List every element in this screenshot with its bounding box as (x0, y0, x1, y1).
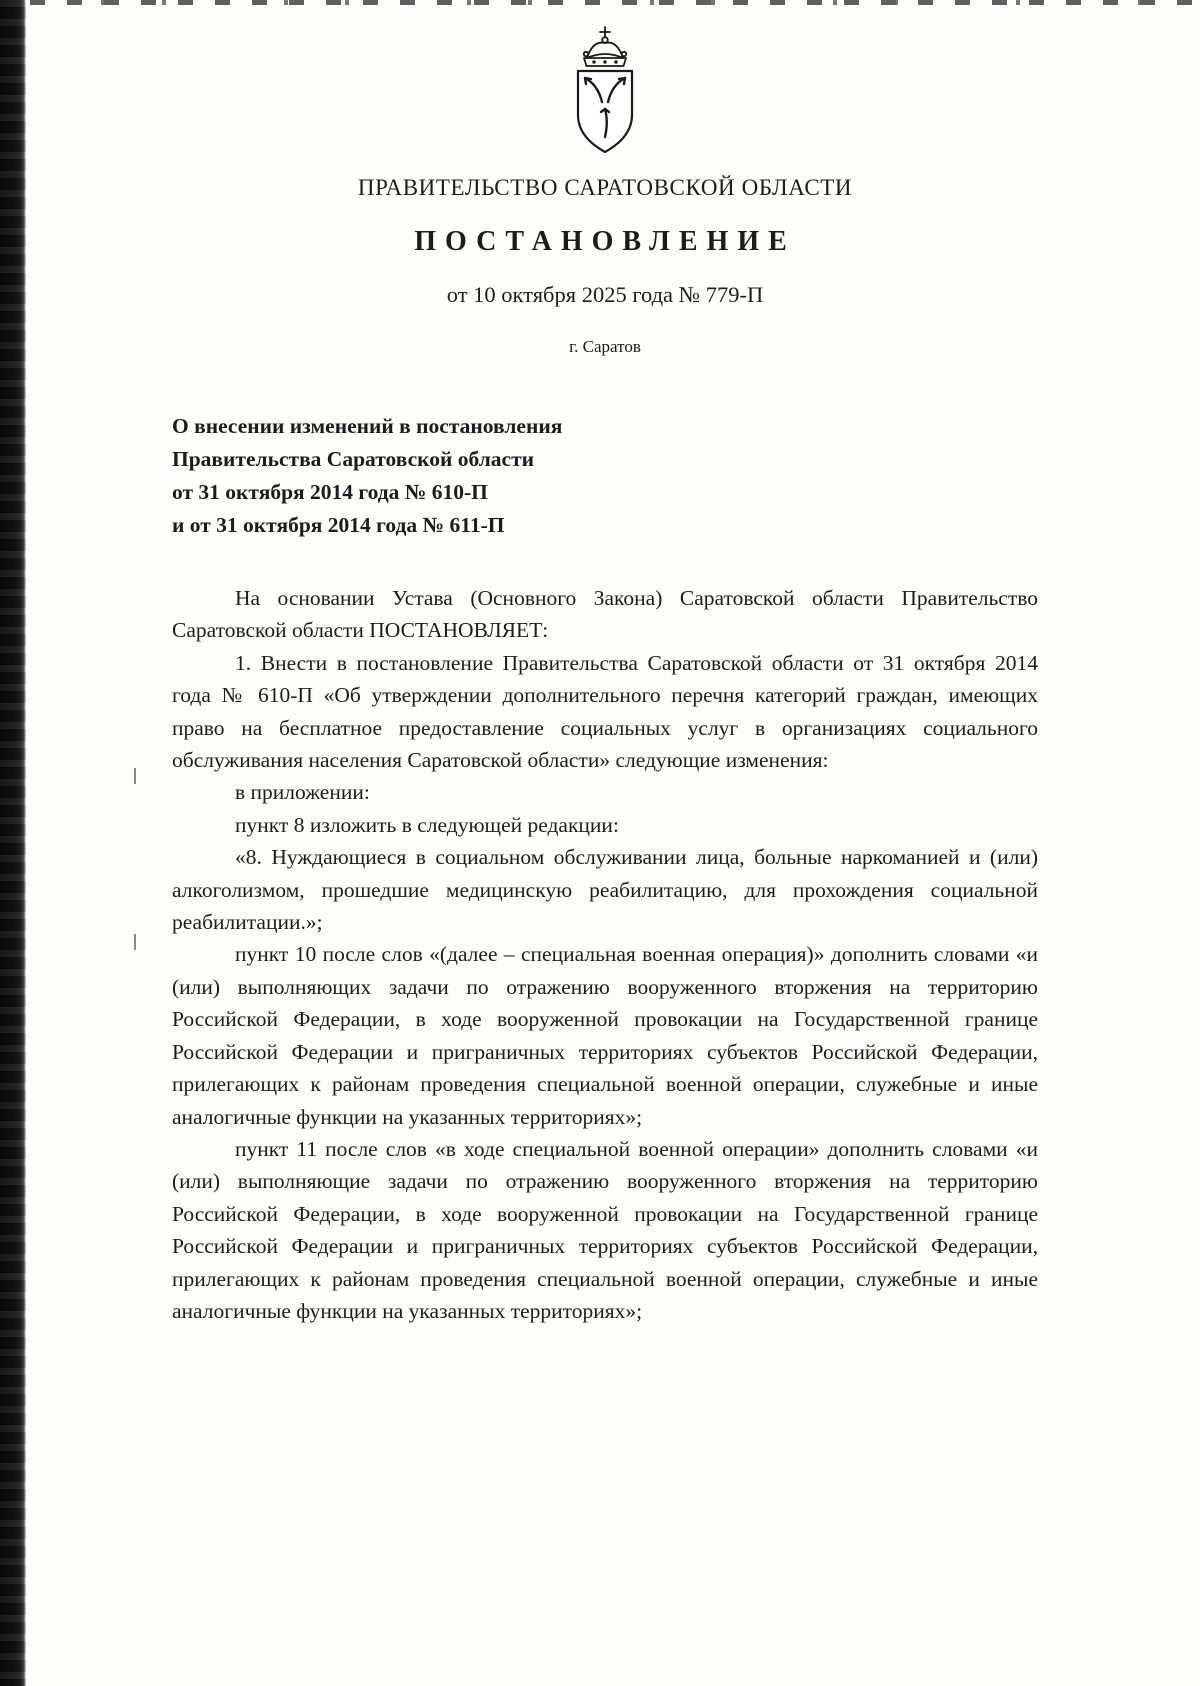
subject-line: и от 31 октября 2014 года № 611-П (172, 513, 505, 537)
paragraph-in-annex: в приложении: (235, 780, 370, 805)
document-type-title: ПОСТАНОВЛЕНИЕ (414, 226, 796, 257)
scan-artifact-left-edge (0, 0, 26, 1686)
scan-artifact-margin-mark (134, 934, 136, 950)
paragraph-point8-text: «8. Нуждающиеся в социальном обслуживании лица, больные наркоманией и (или) алкоголизмом, прошедшие медицинскую реабилитацию, для прохождения социальной реабилитации.»; (172, 845, 1038, 935)
document-content (172, 0, 1038, 1327)
paragraph-point10-text: пункт 10 после слов «(далее – специальная военная операция)» дополнить словами «и (или) выполняющих задачи по отражению вооруженного вторжения на территорию Российской Федерации, в ходе вооруженной провокации на Государственной границе Российской Федерации и приграничных территориях субъектов Российской Федерации, прилегающих к районам проведения специальной военной операции, служебные и иные аналогичные функции на указанных территориях»; (172, 942, 1038, 1129)
emblem-block (172, 0, 1038, 160)
government-name: ПРАВИТЕЛЬСТВО САРАТОВСКОЙ ОБЛАСТИ (357, 175, 853, 200)
document-body (172, 582, 1038, 1327)
scan-artifact-margin-mark (134, 768, 136, 784)
saratov-coat-of-arms-icon (559, 25, 651, 155)
subject-line: Правительства Саратовской области (172, 447, 535, 471)
paragraph-legal-basis: На основании Устава (Основного Закона) Саратовской области Правительство Саратовской области ПОСТАНОВЛЯЕТ: (172, 586, 1038, 643)
paragraph-point8-intro: пункт 8 изложить в следующей редакции: (235, 812, 619, 837)
paragraph-point11-text: пункт 11 после слов «в ходе специальной военной операции» дополнить словами «и (или) выполняющие задачи по отражению вооруженного вторжения на территорию Российской Федерации, в ходе вооруженной провокации на Государственной границе Российской Федерации и приграничных территориях субъектов Российской Федерации, прилегающих к районам проведения специальной военной операции, служебные и иные аналогичные функции на указанных территориях»; (172, 1136, 1038, 1323)
document-city: г. Саратов (569, 337, 641, 356)
document-date-number: от 10 октября 2025 года № 779-П (446, 282, 764, 307)
crown-icon (584, 27, 626, 66)
subject-line: О внесении изменений в постановления (172, 414, 563, 438)
subject-line: от 31 октября 2014 года № 610-П (172, 480, 488, 504)
document-subject (172, 410, 1038, 542)
paragraph-amendment-intro: 1. Внести в постановление Правительства Саратовской области от 31 октября 2014 года № 610-П «Об утверждении дополнительного перечня категорий граждан, имеющих право на бесплатное предоставление социальных услуг в организациях социального обслуживания населения Саратовской области» следующие изменения: (172, 650, 1038, 773)
